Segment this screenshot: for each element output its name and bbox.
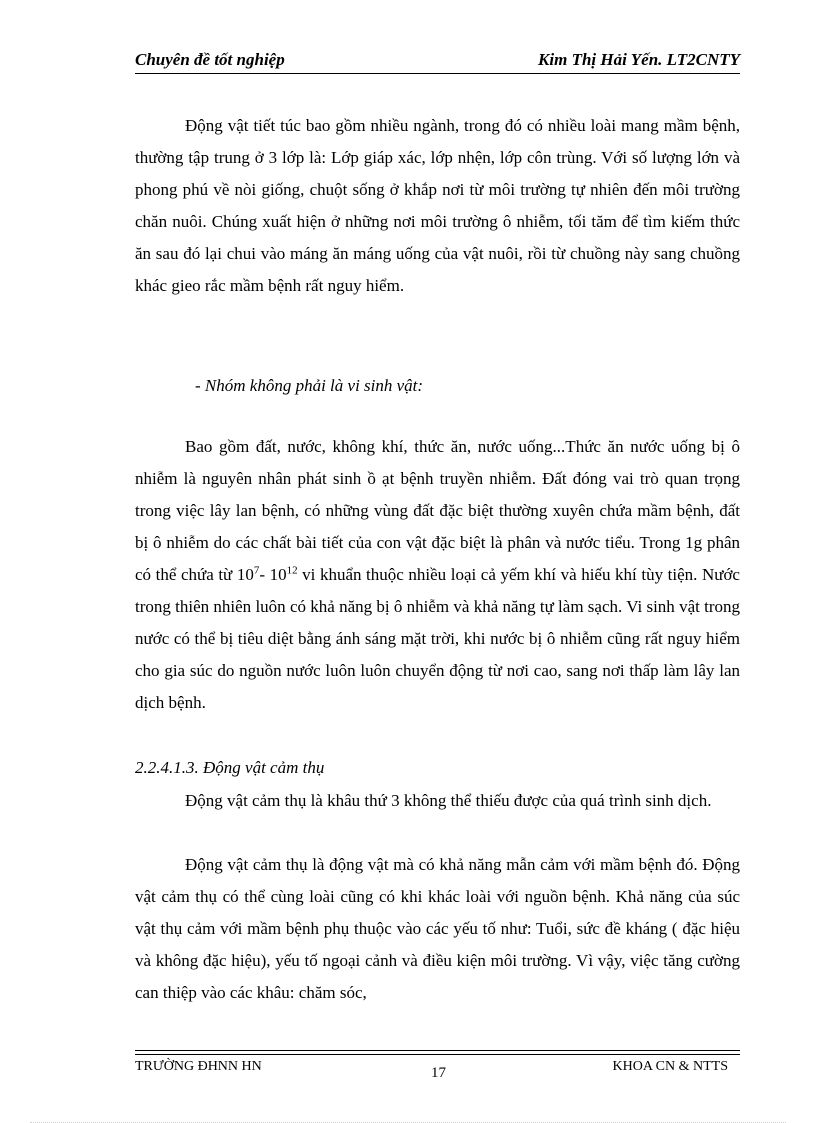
subheading-non-microbial: - Nhóm không phải là vi sinh vật: — [195, 376, 424, 395]
paragraph-environment-part-a: Bao gồm đất, nước, không khí, thức ăn, nước uống...Thức ăn nước uống bị ô nhiễm là nguyên nhân phát sinh ồ ạt bệnh truyền nhiễm. Đất đóng vai trò quan trọng trong việc lây lan bệnh, có những vùng đất đặc biệt thường xuyên chứa mầm bệnh, đất bị ô nhiễm do các chất bài tiết của con vật đặc biệt là phân và nước tiểu. Trong 1g phân có thể chứa từ 10 — [135, 437, 740, 584]
paragraph-environment — [135, 431, 740, 719]
page-number: 17 — [431, 1065, 446, 1081]
paragraph-arthropods: Động vật tiết túc bao gồm nhiều ngành, trong đó có nhiều loài mang mầm bệnh, thường tập trung ở 3 lớp là: Lớp giáp xác, lớp nhện, lớp côn trùng. Với số lượng lớn và phong phú về nòi giống, chuột sống ở khắp nơi từ môi trường tự nhiên đến môi trường chăn nuôi. Chúng xuất hiện ở những nơi môi trường ô nhiễm, tối tăm để tìm kiếm thức ăn sau đó lại chui vào máng ăn máng uống của vật nuôi, rồi từ chuồng này sang chuồng khác gieo rắc mầm bệnh rất nguy hiểm. — [135, 116, 740, 295]
paragraph-environment-part-b: - 10 — [259, 565, 287, 584]
paragraph-environment-part-c: vi khuẩn thuộc nhiều loại cả yếm khí và hiếu khí tùy tiện. Nước trong thiên nhiên luôn có khả năng bị ô nhiễm và khả năng tự làm sạch. Vi sinh vật trong nước có thể bị tiêu diệt bằng ánh sáng mặt trời, khi nước bị ô nhiễm cũng rất nguy hiểm cho gia súc do nguồn nước luôn luôn chuyển động từ nơi cao, sang nơi thấp làm lây lan dịch bệnh. — [135, 565, 740, 712]
footer-rule-top — [135, 1050, 740, 1051]
footer-faculty: KHOA CN & NTTS — [612, 1059, 728, 1074]
footer-university: TRƯỜNG ĐHNN HN — [135, 1059, 262, 1074]
header-author: Kim Thị Hải Yến. LT2CNTY — [538, 50, 740, 69]
page-footer — [135, 1057, 740, 1087]
header-title: Chuyên đề tốt nghiệp — [135, 50, 285, 69]
header-rule — [135, 73, 740, 74]
superscript-12: 12 — [286, 564, 298, 577]
paragraph-susceptible-detail: Động vật cảm thụ là động vật mà có khả năng mẫn cảm với mầm bệnh đó. Động vật cảm thụ có thể cùng loài cũng có khi khác loài với nguồn bệnh. Khả năng của súc vật thụ cảm với mầm bệnh phụ thuộc vào các yếu tố như: Tuổi, sức đề kháng ( đặc hiệu và không đặc hiệu), yếu tố ngoại cảnh và điều kiện môi trường. Vì vậy, việc tăng cường can thiệp vào các khâu: chăm sóc, — [135, 855, 740, 1002]
page-header — [135, 48, 740, 74]
footer-rule-bottom — [135, 1054, 740, 1055]
paragraph-susceptible-intro: Động vật cảm thụ là khâu thứ 3 không thể thiếu được của quá trình sinh dịch. — [185, 791, 712, 810]
superscript-7: 7 — [253, 564, 260, 577]
section-heading: 2.2.4.1.3. Động vật cảm thụ — [135, 758, 325, 777]
